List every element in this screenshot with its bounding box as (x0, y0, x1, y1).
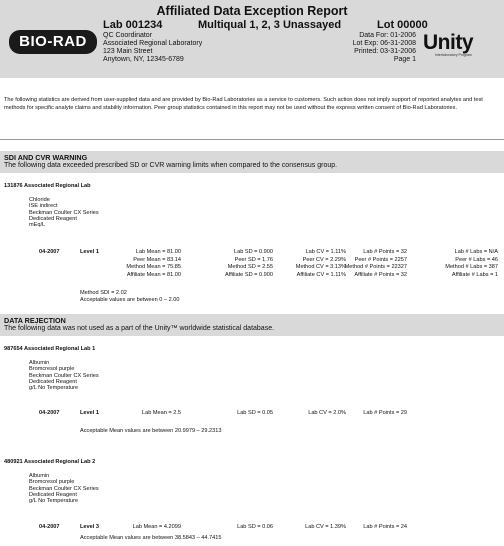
lab-mean: Lab Mean = 81.00 (135, 249, 181, 255)
analyte-instrument: Beckman Coulter CX Series (29, 209, 99, 216)
unity-logo (423, 32, 473, 57)
method-sdi: Method SDI = 2.02 (80, 290, 127, 296)
analyte-units: mEq/L (29, 222, 46, 229)
labs-column (445, 249, 498, 279)
section-title: DATA REJECTION (4, 316, 66, 325)
acceptable-range: Acceptable values are between 0 – 2.00 (80, 297, 180, 303)
analyte-info (29, 197, 99, 228)
data-date: 04-2007 (39, 410, 60, 416)
lab-mean: Lab Mean = 2.5 (141, 410, 181, 416)
lab-points: Lab # Points = 29 (363, 410, 407, 416)
address-lab: Associated Regional Laboratory (103, 40, 203, 47)
lab-labs: Lab # Labs = N/A (454, 249, 498, 255)
lab-sd: Lab SD = 0.06 (237, 524, 273, 530)
method-points: Method # Points = 22327 (344, 264, 407, 271)
analyte-info (29, 360, 99, 391)
analyte-instrument: Beckman Coulter CX Series (29, 372, 99, 379)
rejection-section-header (0, 314, 504, 336)
lab-mean: Lab Mean = 4.2099 (132, 524, 181, 530)
unity-logo-word: Unity (423, 31, 473, 54)
lab-points: Lab # Points = 24 (363, 524, 407, 530)
control-level: Level 3 (80, 524, 99, 530)
sdi-section-header (0, 151, 504, 173)
section-description: The following data was not used as a part of the Unity™ worldwide statistical database. (4, 325, 275, 332)
affiliate-mean: Affiliate Mean = 81.00 (126, 271, 181, 278)
bio-rad-logo: BIO-RAD (9, 30, 97, 54)
affiliate-sd: Affiliate SD = 0.900 (225, 271, 273, 278)
data-date: 04-2007 (39, 524, 60, 530)
unity-logo-tagline: Interlaboratory Program (435, 53, 472, 57)
analyte-name: Chloride (29, 197, 50, 203)
divider (0, 139, 504, 140)
control-level: Level 1 (80, 410, 99, 416)
address-street: 123 Main Street (103, 48, 153, 55)
method-labs: Method # Labs = 387 (445, 264, 498, 271)
analyte-name: Albumin (29, 473, 50, 479)
sdi-notes (80, 290, 180, 304)
lab-sd: Lab SD = 0.05 (237, 410, 273, 416)
analyte-info (29, 473, 99, 504)
lab-heading: 131876 Associated Regional Lab (4, 183, 91, 189)
lab-number: Lab 001234 (103, 19, 163, 31)
lab-cv: Lab CV = 2.0% (308, 410, 346, 416)
analyte-method: ISE indirect (29, 203, 58, 210)
mean-column (126, 249, 181, 279)
disclaimer-text: The following statistics are derived from user-supplied data and are provided by Bio-Rad Laboratories as a service to customers. Such action does not imply support of reported analytes and test methods for specific analyte claims and stability information. Peer group statistics contained in this report may not be used without the express written consent of Bio-Rad Laboratories. (4, 97, 483, 111)
points-column (345, 249, 407, 279)
sd-column (225, 249, 273, 279)
analyte-method: Bromcresol purple (29, 366, 75, 373)
affiliate-cv: Affiliate CV = 1.11% (296, 271, 346, 278)
analyte-units: g/L No Temperature (29, 498, 79, 505)
peer-sd: Peer SD = 1.76 (234, 256, 273, 263)
lab-cv: Lab CV = 1.39% (305, 524, 346, 530)
analyte-units: g/L No Temperature (29, 385, 79, 392)
peer-points: Peer # Points = 2257 (354, 256, 407, 263)
analyte-reagent: Dedicated Reagent (29, 378, 77, 385)
address-city: Anytown, NY, 12345-6789 (103, 56, 184, 63)
control-level: Level 1 (80, 249, 99, 255)
lot-expiry-date: Lot Exp: 06-31-2008 (352, 40, 416, 47)
page-number: Page 1 (393, 56, 416, 63)
data-for-date: Data For: 01-2006 (359, 32, 416, 39)
peer-mean: Peer Mean = 83.14 (133, 256, 181, 263)
data-date: 04-2007 (39, 249, 60, 255)
acceptable-range: Acceptable Mean values are between 20.9979 – 29.2313 (80, 428, 222, 434)
report-subtitle: Multiqual 1, 2, 3 Unassayed (198, 19, 342, 31)
section-title: SDI AND CVR WARNING (4, 153, 88, 162)
affiliate-labs: Affiliate # Labs = 1 (451, 271, 498, 278)
acceptable-range: Acceptable Mean values are between 38.5843 – 44.7415 (80, 535, 222, 541)
affiliate-points: Affiliate # Points = 32 (354, 271, 407, 278)
peer-cv: Peer CV = 2.29% (302, 256, 346, 263)
lab-heading: 987654 Associated Regional Lab 1 (4, 346, 96, 352)
address-coordinator: QC Coordinator (103, 32, 153, 39)
section-description: The following data exceeded prescribed SD or CVR warning limits when compared to the consensus group. (4, 162, 338, 169)
method-cv: Method CV = 3.13% (295, 264, 346, 271)
lab-cv: Lab CV = 1.11% (305, 249, 346, 255)
analyte-instrument: Beckman Coulter CX Series (29, 485, 99, 492)
peer-labs: Peer # Labs = 46 (455, 256, 498, 263)
lab-heading: 480921 Associated Regional Lab 2 (4, 459, 96, 465)
analyte-name: Albumin (29, 360, 50, 366)
analyte-reagent: Dedicated Reagent (29, 491, 77, 498)
method-sd: Method SD = 2.55 (227, 264, 273, 271)
method-mean: Method Mean = 75.85 (126, 264, 181, 271)
report-title: Affiliated Data Exception Report (156, 4, 348, 18)
printed-date: Printed: 03-31-2006 (354, 48, 416, 55)
lab-sd: Lab SD = 0.900 (233, 249, 273, 255)
lot-number: Lot 00000 (377, 19, 428, 31)
analyte-method: Bromcresol purple (29, 479, 75, 486)
cv-column (296, 249, 346, 279)
analyte-reagent: Dedicated Reagent (29, 215, 77, 222)
lab-points: Lab # Points = 32 (363, 249, 407, 255)
